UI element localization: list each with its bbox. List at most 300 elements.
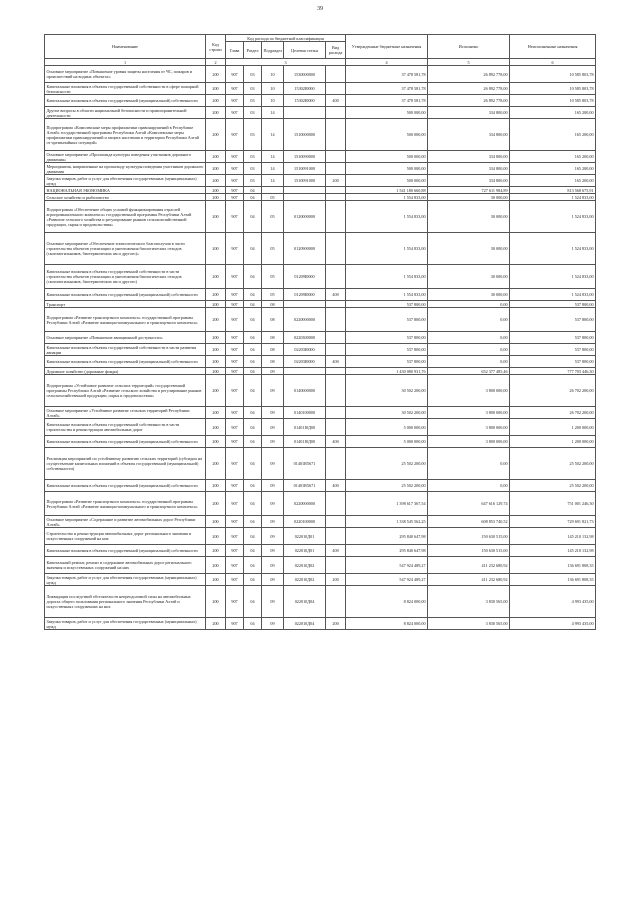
row-glava: 907	[226, 308, 244, 332]
row-podrazdel: 08	[262, 356, 284, 368]
row-razdel: 04	[244, 233, 262, 265]
row-approved: 25 502 200,00	[346, 480, 428, 492]
row-name: Основное мероприятие «Пропаганда культуры поведения участников дорожного движения»	[45, 151, 206, 163]
row-unexecuted: 537 800,00	[510, 332, 596, 344]
row-kod-stroki: 200	[206, 356, 226, 368]
row-unexecuted: 10 585 803,78	[510, 83, 596, 95]
table-row	[45, 436, 596, 448]
row-executed: 30 000,00	[428, 233, 510, 265]
row-kod-stroki: 200	[206, 375, 226, 407]
table-row	[45, 356, 596, 368]
budget-table	[44, 34, 596, 630]
table-row	[45, 308, 596, 332]
row-executed: 3 830 565,00	[428, 586, 510, 618]
row-unexecuted: 136 691 808,35	[510, 557, 596, 574]
row-podrazdel: 08	[262, 308, 284, 332]
row-approved: 37 478 581,78	[346, 95, 428, 107]
row-vid-rashoda	[326, 308, 346, 332]
table-row	[45, 163, 596, 175]
table-row	[45, 119, 596, 151]
row-podrazdel: 05	[262, 233, 284, 265]
row-vid-rashoda	[326, 419, 346, 436]
row-razdel: 04	[244, 574, 262, 586]
row-vid-rashoda	[326, 83, 346, 95]
row-executed: 30 000,00	[428, 289, 510, 301]
row-approved: 5 000 000,00	[346, 436, 428, 448]
row-cel-statya: 01209I0000	[284, 265, 326, 289]
row-cel-statya: 15302I0000	[284, 83, 326, 95]
row-executed: 26 892 778,00	[428, 95, 510, 107]
table-row	[45, 175, 596, 187]
row-unexecuted: 813 568 675,91	[510, 187, 596, 194]
row-executed: 334 800,00	[428, 107, 510, 119]
row-cel-statya: 0220000000	[284, 308, 326, 332]
row-podrazdel	[262, 187, 284, 194]
row-name: Ликвидация последствий обстоятельств непреодолимой силы на автомобильных дорогах общего пользования регионального значения Республики Алтай и искусственных сооружениях на них	[45, 586, 206, 618]
row-glava: 907	[226, 528, 244, 545]
row-unexecuted: 1 524 833,00	[510, 233, 596, 265]
row-podrazdel: 14	[262, 119, 284, 151]
row-kod-stroki: 200	[206, 163, 226, 175]
row-cel-statya: 0140000000	[284, 375, 326, 407]
row-cel-statya: 022010Д04	[284, 618, 326, 630]
row-unexecuted: 165 200,00	[510, 107, 596, 119]
row-razdel: 04	[244, 448, 262, 480]
row-razdel: 04	[244, 419, 262, 436]
row-approved: 25 502 200,00	[346, 448, 428, 480]
row-razdel: 04	[244, 308, 262, 332]
row-podrazdel: 09	[262, 419, 284, 436]
row-kod-stroki: 200	[206, 289, 226, 301]
row-glava: 907	[226, 289, 244, 301]
table-row	[45, 344, 596, 356]
row-cel-statya: 022010Д01	[284, 545, 326, 557]
row-podrazdel: 08	[262, 301, 284, 308]
header-col-number: 5	[428, 59, 510, 66]
header-cel-statya: Целевая статья	[284, 42, 326, 59]
row-razdel: 04	[244, 528, 262, 545]
page-number: 39	[317, 6, 323, 12]
row-unexecuted: 751 001 246,30	[510, 492, 596, 516]
row-razdel: 04	[244, 480, 262, 492]
row-executed: 0,00	[428, 308, 510, 332]
row-approved: 1 541 180 660,88	[346, 187, 428, 194]
row-cel-statya: 0120000000	[284, 201, 326, 233]
header-col-number: 3	[226, 59, 346, 66]
row-razdel: 03	[244, 175, 262, 187]
row-unexecuted: 537 800,00	[510, 308, 596, 332]
row-vid-rashoda	[326, 557, 346, 574]
row-vid-rashoda	[326, 119, 346, 151]
row-kod-stroki: 200	[206, 407, 226, 419]
row-unexecuted: 145 210 132,98	[510, 545, 596, 557]
row-razdel: 04	[244, 492, 262, 516]
row-name: Другие вопросы в области национальной безопасности и правоохранительной деятельности	[45, 107, 206, 119]
row-kod-stroki: 200	[206, 492, 226, 516]
row-approved: 537 800,00	[346, 332, 428, 344]
row-unexecuted: 1 524 833,00	[510, 194, 596, 201]
row-cel-statya: 1530000000	[284, 66, 326, 83]
row-unexecuted: 165 200,00	[510, 175, 596, 187]
row-executed: 26 892 778,00	[428, 83, 510, 95]
row-approved: 500 000,00	[346, 175, 428, 187]
row-name: Капитальные вложения в объекты государственной собственности в части строительства объектов утилизации и уничтожения биологических отходов (скотомогильников, биотермических ям и другого)	[45, 265, 206, 289]
row-kod-stroki: 200	[206, 265, 226, 289]
row-executed: 3 800 000,00	[428, 375, 510, 407]
row-name: Подпрограмма «Обеспечение общих условий функционирования отраслей агропромышленного комплекса» государственной программы Республики Алтай «Развитие сельского хозяйства и регулирование рынков сельскохозяйственной продукции, сырья и продовольствия»	[45, 201, 206, 233]
row-kod-stroki: 200	[206, 201, 226, 233]
row-unexecuted: 165 200,00	[510, 151, 596, 163]
row-cel-statya: 1510091000	[284, 163, 326, 175]
header-col-number: 4	[346, 59, 428, 66]
row-glava: 907	[226, 407, 244, 419]
row-executed: 334 800,00	[428, 175, 510, 187]
row-unexecuted: 1 524 833,00	[510, 265, 596, 289]
row-name: Реализация мероприятий по устойчивому развитию сельских территорий (субсидии на осуществление капитальных вложений в объекты государственной (муниципальной) собственности)	[45, 448, 206, 480]
row-kod-stroki: 200	[206, 516, 226, 528]
row-glava: 907	[226, 545, 244, 557]
row-razdel: 04	[244, 201, 262, 233]
row-vid-rashoda	[326, 163, 346, 175]
table-row	[45, 66, 596, 83]
row-executed: 334 800,00	[428, 119, 510, 151]
row-vid-rashoda	[326, 301, 346, 308]
table-row	[45, 83, 596, 95]
row-glava: 907	[226, 233, 244, 265]
row-vid-rashoda	[326, 344, 346, 356]
row-podrazdel: 14	[262, 175, 284, 187]
row-glava: 907	[226, 265, 244, 289]
row-executed: 334 800,00	[428, 163, 510, 175]
row-approved: 537 800,00	[346, 344, 428, 356]
row-podrazdel: 14	[262, 163, 284, 175]
row-unexecuted: 26 702 200,00	[510, 407, 596, 419]
row-name: Капитальные вложения в объекты государственной (муниципальной) собственности	[45, 436, 206, 448]
row-approved: 8 824 000,00	[346, 618, 428, 630]
row-unexecuted: 4 993 435,00	[510, 586, 596, 618]
row-razdel: 04	[244, 516, 262, 528]
row-approved: 37 478 581,78	[346, 66, 428, 83]
row-kod-stroki: 200	[206, 233, 226, 265]
row-cel-statya: 022010Д01	[284, 528, 326, 545]
row-podrazdel: 10	[262, 66, 284, 83]
table-row	[45, 233, 596, 265]
row-name: НАЦИОНАЛЬНАЯ ЭКОНОМИКА	[45, 187, 206, 194]
table-row	[45, 95, 596, 107]
row-razdel: 03	[244, 163, 262, 175]
row-approved: 1 338 545 562,25	[346, 516, 428, 528]
row-glava: 907	[226, 119, 244, 151]
row-cel-statya: 15302I0000	[284, 95, 326, 107]
row-name: Закупка товаров, работ и услуг для обеспечения государственных (муниципальных) нужд	[45, 618, 206, 630]
row-cel-statya: 0220000000	[284, 492, 326, 516]
row-glava: 907	[226, 356, 244, 368]
row-glava: 907	[226, 332, 244, 344]
row-podrazdel: 09	[262, 492, 284, 516]
row-approved: 1 430 080 931,76	[346, 368, 428, 375]
table-row	[45, 301, 596, 308]
row-vid-rashoda	[326, 448, 346, 480]
row-vid-rashoda: 200	[326, 574, 346, 586]
row-kod-stroki: 200	[206, 151, 226, 163]
row-razdel: 04	[244, 436, 262, 448]
row-vid-rashoda	[326, 233, 346, 265]
header-col-number: 1	[45, 59, 206, 66]
table-body	[45, 66, 596, 630]
row-unexecuted: 729 691 821,73	[510, 516, 596, 528]
row-name: Мероприятия, направленные на пропаганду культуры поведения участников дорожного движения	[45, 163, 206, 175]
row-cel-statya	[284, 368, 326, 375]
row-podrazdel: 09	[262, 368, 284, 375]
row-name: Капитальные вложения в объекты государственной (муниципальной) собственности	[45, 480, 206, 492]
row-razdel: 04	[244, 557, 262, 574]
row-name: Капитальные вложения в объекты государственной (муниципальной) собственности	[45, 95, 206, 107]
row-approved: 295 840 647,98	[346, 545, 428, 557]
row-vid-rashoda: 200	[326, 618, 346, 630]
row-podrazdel: 09	[262, 557, 284, 574]
row-cel-statya: 1510000000	[284, 119, 326, 151]
row-razdel: 03	[244, 83, 262, 95]
row-glava: 907	[226, 618, 244, 630]
row-executed: 647 616 129,74	[428, 492, 510, 516]
row-cel-statya	[284, 187, 326, 194]
row-razdel: 04	[244, 301, 262, 308]
table-row	[45, 586, 596, 618]
row-kod-stroki: 200	[206, 83, 226, 95]
row-executed: 30 000,00	[428, 265, 510, 289]
row-executed: 3 800 000,00	[428, 419, 510, 436]
row-cel-statya: 0140100000	[284, 407, 326, 419]
row-kod-stroki: 200	[206, 557, 226, 574]
row-podrazdel: 08	[262, 332, 284, 344]
row-razdel: 04	[244, 618, 262, 630]
row-podrazdel: 09	[262, 480, 284, 492]
row-name: Капитальные вложения в объекты государственной собственности в части развития авиации	[45, 344, 206, 356]
row-glava: 907	[226, 516, 244, 528]
row-executed: 334 800,00	[428, 151, 510, 163]
row-unexecuted: 25 502 200,00	[510, 480, 596, 492]
row-executed: 150 630 515,00	[428, 528, 510, 545]
row-glava: 907	[226, 194, 244, 201]
row-approved: 1 554 833,00	[346, 265, 428, 289]
header-col-number: 6	[510, 59, 596, 66]
row-glava: 907	[226, 586, 244, 618]
row-razdel: 04	[244, 265, 262, 289]
row-glava: 907	[226, 151, 244, 163]
row-approved: 500 000,00	[346, 119, 428, 151]
row-kod-stroki: 200	[206, 107, 226, 119]
row-cel-statya: 01209I0000	[284, 289, 326, 301]
row-podrazdel: 09	[262, 407, 284, 419]
row-unexecuted: 136 691 808,35	[510, 574, 596, 586]
row-glava: 907	[226, 436, 244, 448]
row-vid-rashoda	[326, 107, 346, 119]
row-vid-rashoda	[326, 201, 346, 233]
row-kod-stroki: 200	[206, 448, 226, 480]
row-podrazdel: 08	[262, 344, 284, 356]
row-kod-stroki: 200	[206, 119, 226, 151]
row-vid-rashoda: 400	[326, 356, 346, 368]
row-unexecuted: 1 524 833,00	[510, 201, 596, 233]
row-approved: 537 800,00	[346, 308, 428, 332]
table-row	[45, 557, 596, 574]
row-executed: 3 830 565,00	[428, 618, 510, 630]
row-glava: 907	[226, 187, 244, 194]
table-row	[45, 368, 596, 375]
row-glava: 907	[226, 419, 244, 436]
row-kod-stroki: 200	[206, 344, 226, 356]
row-name: Капитальные вложения в объекты государственной (муниципальной) собственности	[45, 545, 206, 557]
table-row	[45, 201, 596, 233]
row-name: Основное мероприятие «Повышение авиационной доступности»	[45, 332, 206, 344]
row-vid-rashoda	[326, 586, 346, 618]
row-glava: 907	[226, 83, 244, 95]
row-cel-statya: 0220100000	[284, 516, 326, 528]
row-glava: 907	[226, 557, 244, 574]
header-vid-rashoda: Вид расхода	[326, 42, 346, 59]
row-executed: 652 377 485,46	[428, 368, 510, 375]
row-kod-stroki: 200	[206, 618, 226, 630]
row-cel-statya: 022010Д02	[284, 574, 326, 586]
header-razdel: Раздел	[244, 42, 262, 59]
row-executed: 0,00	[428, 344, 510, 356]
row-executed: 0,00	[428, 332, 510, 344]
row-podrazdel: 10	[262, 95, 284, 107]
row-podrazdel: 09	[262, 436, 284, 448]
row-name: Закупка товаров, работ и услуг для обеспечения государственных (муниципальных) нужд	[45, 175, 206, 187]
row-razdel: 03	[244, 95, 262, 107]
row-name: Капитальные вложения в объекты государственной собственности в сфере пожарной безопасности	[45, 83, 206, 95]
row-name: Капитальные вложения в объекты государственной (муниципальной) собственности	[45, 289, 206, 301]
row-kod-stroki: 200	[206, 545, 226, 557]
row-vid-rashoda: 200	[326, 175, 346, 187]
row-glava: 907	[226, 301, 244, 308]
table-row	[45, 289, 596, 301]
row-unexecuted: 1 524 833,00	[510, 289, 596, 301]
row-podrazdel: 10	[262, 83, 284, 95]
row-kod-stroki: 200	[206, 187, 226, 194]
row-podrazdel: 09	[262, 618, 284, 630]
row-podrazdel: 09	[262, 375, 284, 407]
row-approved: 1 398 617 367,54	[346, 492, 428, 516]
table-row	[45, 492, 596, 516]
row-glava: 907	[226, 163, 244, 175]
table-row	[45, 516, 596, 528]
row-cel-statya: 01401R5671	[284, 448, 326, 480]
row-vid-rashoda	[326, 516, 346, 528]
header-name: Наименование	[45, 35, 206, 59]
row-podrazdel: 09	[262, 586, 284, 618]
row-approved: 1 554 833,00	[346, 194, 428, 201]
row-cel-statya: 1510090000	[284, 151, 326, 163]
row-cel-statya: 022010Д02	[284, 557, 326, 574]
table-row	[45, 187, 596, 194]
row-kod-stroki: 200	[206, 586, 226, 618]
row-razdel: 04	[244, 545, 262, 557]
header-col-number: 2	[206, 59, 226, 66]
row-unexecuted: 10 585 803,78	[510, 66, 596, 83]
table-row	[45, 419, 596, 436]
row-razdel: 04	[244, 194, 262, 201]
row-glava: 907	[226, 368, 244, 375]
row-name: Капитальные вложения в объекты государственной собственности в части строительства и реконструкции автомобильных дорог	[45, 419, 206, 436]
table-row	[45, 480, 596, 492]
row-name: Подпрограмма «Развитие транспортного комплекса» государственной программы Республики Алтай «Развитие жилищно-коммунального и транспортного комплекса»	[45, 308, 206, 332]
row-vid-rashoda	[326, 492, 346, 516]
table-row	[45, 618, 596, 630]
row-executed: 150 630 515,00	[428, 545, 510, 557]
row-podrazdel: 09	[262, 528, 284, 545]
row-razdel: 04	[244, 187, 262, 194]
row-cel-statya: 0120900000	[284, 233, 326, 265]
row-vid-rashoda	[326, 375, 346, 407]
row-glava: 907	[226, 344, 244, 356]
header-approved: Утвержденные бюджетные назначения	[346, 35, 428, 59]
row-name: Основное мероприятие «Устойчивое развитие сельских территорий Республики Алтай»	[45, 407, 206, 419]
row-executed: 30 000,00	[428, 194, 510, 201]
row-unexecuted: 537 800,00	[510, 301, 596, 308]
row-name: Основное мероприятие «Содержание и развитие автомобильных дорог Республики Алтай»	[45, 516, 206, 528]
header-unexecuted: Неисполненные назначения	[510, 35, 596, 59]
row-unexecuted: 537 800,00	[510, 344, 596, 356]
row-vid-rashoda: 400	[326, 436, 346, 448]
row-name: Основное мероприятие «Обеспечение эпизоотического благополучия в части строительства объектов утилизации и уничтожения биологических отходов (скотомогильников, биотермических ям и другого)»	[45, 233, 206, 265]
row-name: Капитальный ремонт, ремонт и содержание автомобильных дорог регионального значения и искусственных сооружений на них	[45, 557, 206, 574]
row-glava: 907	[226, 95, 244, 107]
row-executed: 0,00	[428, 480, 510, 492]
row-razdel: 04	[244, 289, 262, 301]
row-unexecuted: 165 200,00	[510, 119, 596, 151]
row-unexecuted: 26 702 200,00	[510, 375, 596, 407]
row-glava: 907	[226, 375, 244, 407]
row-unexecuted: 165 200,00	[510, 163, 596, 175]
row-cel-statya: 01401R5671	[284, 480, 326, 492]
row-name: Подпрограмма «Устойчивое развитие сельских территорий» государственной программы Республики Алтай «Развитие сельского хозяйства и регулирование рынков сельскохозяйственной продукции, сырья и продовольствия»	[45, 375, 206, 407]
row-approved: 30 502 200,00	[346, 375, 428, 407]
row-name: Подпрограмма «Комплексные меры профилактики правонарушений в Республике Алтай» государственной программы Республики Алтай «Комплексные меры профилактики правонарушений и защита населения и территории Республики Алтай от чрезвычайных ситуаций»	[45, 119, 206, 151]
row-glava: 907	[226, 574, 244, 586]
row-cel-statya	[284, 301, 326, 308]
row-vid-rashoda: 400	[326, 545, 346, 557]
row-razdel: 04	[244, 368, 262, 375]
row-podrazdel: 05	[262, 265, 284, 289]
row-cel-statya: 022010Д04	[284, 586, 326, 618]
row-unexecuted: 777 703 446,30	[510, 368, 596, 375]
row-name: Строительство и реконструкция автомобильных дорог регионального значения и искусственных сооружений на них	[45, 528, 206, 545]
row-razdel: 04	[244, 407, 262, 419]
row-vid-rashoda	[326, 528, 346, 545]
row-kod-stroki: 200	[206, 332, 226, 344]
header-classification: Код расхода по бюджетной классификации	[226, 35, 346, 42]
row-unexecuted: 1 200 000,00	[510, 436, 596, 448]
table-row	[45, 151, 596, 163]
table-row	[45, 265, 596, 289]
row-approved: 500 000,00	[346, 151, 428, 163]
row-executed: 0,00	[428, 448, 510, 480]
row-razdel: 04	[244, 375, 262, 407]
row-podrazdel: 14	[262, 107, 284, 119]
row-razdel: 04	[244, 586, 262, 618]
table-row	[45, 332, 596, 344]
row-cel-statya: 01401I0Д00	[284, 419, 326, 436]
row-approved: 537 800,00	[346, 356, 428, 368]
row-name: Транспорт	[45, 301, 206, 308]
row-kod-stroki: 200	[206, 95, 226, 107]
row-cel-statya: 01401I0Д00	[284, 436, 326, 448]
row-kod-stroki: 200	[206, 574, 226, 586]
row-vid-rashoda	[326, 332, 346, 344]
row-podrazdel: 09	[262, 574, 284, 586]
